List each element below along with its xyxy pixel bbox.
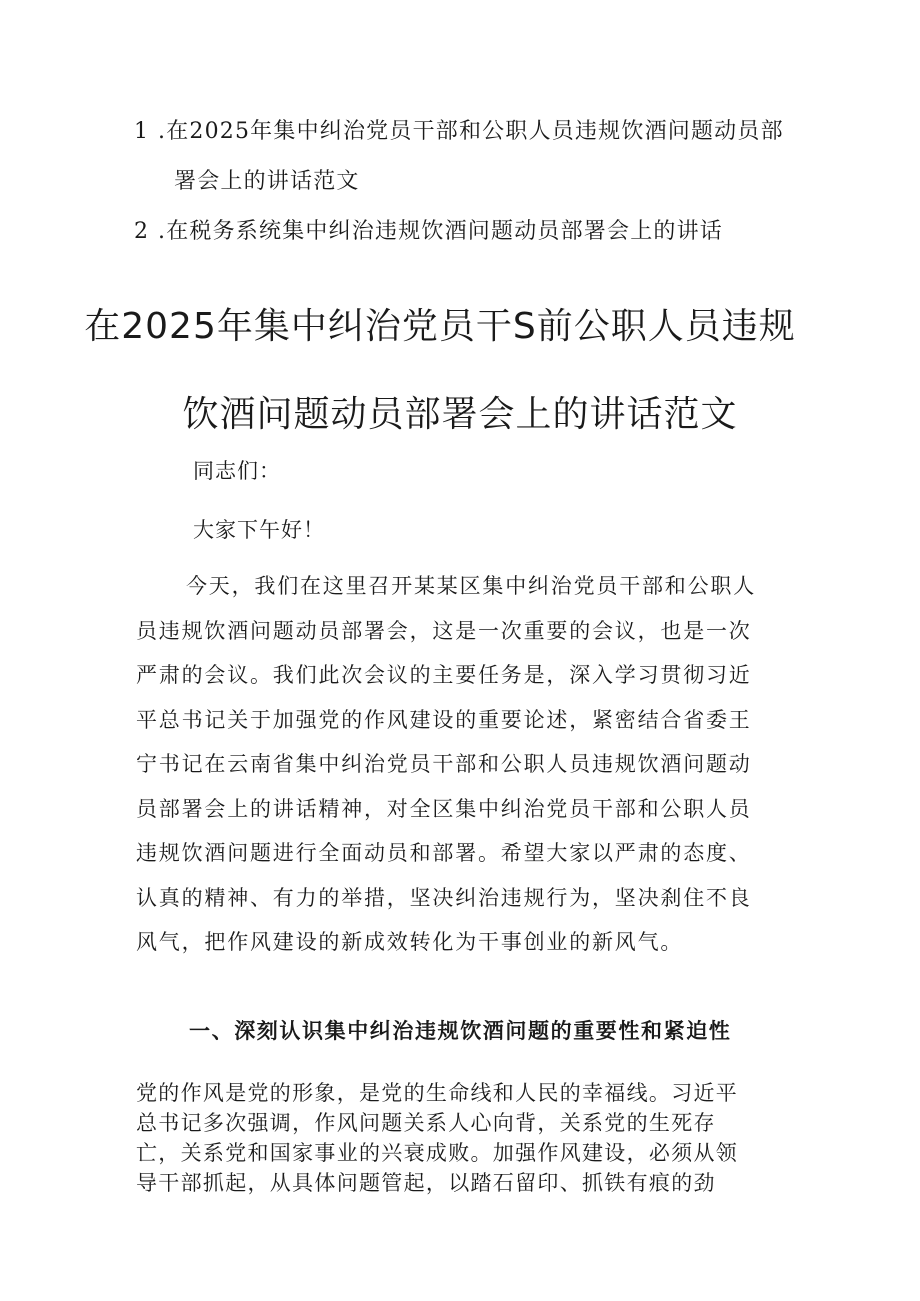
paragraph-line: 员违规饮酒问题动员部署会，这是一次重要的会议，也是一次 xyxy=(136,618,752,643)
toc-item-text: .在税务系统集中纠治违规饮酒问题动员部署会上的讲话 xyxy=(158,219,723,244)
document-title-line-1: 在2025年集中纠治党员干S前公职人员违规 xyxy=(84,306,796,347)
toc-item-2[interactable] xyxy=(134,218,794,246)
section-heading: 一、深刻认识集中纠治违规饮酒问题的重要性和紧迫性 xyxy=(189,1018,732,1043)
greeting: 大家下午好！ xyxy=(193,518,325,542)
intro-paragraph xyxy=(136,564,776,965)
toc-item-1[interactable] xyxy=(134,118,794,196)
table-of-contents xyxy=(134,118,794,268)
toc-item-number: 1 xyxy=(134,119,150,144)
paragraph-line: 认真的精神、有力的举措，坚决纠治违规行为，坚决刹住不良 xyxy=(136,885,752,910)
document-title-line-2: 饮酒问题动员部署会上的讲话范文 xyxy=(182,394,738,435)
salutation: 同志们： xyxy=(193,459,281,483)
paragraph-line: 导干部抓起，从具体问题管起，以踏石留印、抓铁有痕的劲 xyxy=(136,1171,716,1195)
paragraph-line: 违规饮酒问题进行全面动员和部署。希望大家以严肃的态度、 xyxy=(136,841,752,865)
toc-item-number: 2 xyxy=(134,219,150,244)
paragraph-line: 平总书记关于加强党的作风建设的重要论述，紧密结合省委王 xyxy=(136,707,752,732)
paragraph-line: 亡，关系党和国家事业的兴衰成败。加强作风建设，必须从领 xyxy=(136,1141,739,1165)
toc-item-text-continued: 署会上的讲话范文 xyxy=(174,169,360,194)
paragraph-line: 风气，把作风建设的新成效转化为干事创业的新风气。 xyxy=(136,930,684,954)
paragraph-line: 总书记多次强调，作风问题关系人心向背，关系党的生死存 xyxy=(136,1111,716,1135)
section-paragraph xyxy=(136,1078,776,1198)
paragraph-line: 今天，我们在这里召开某某区集中纠治党员干部和公职人 xyxy=(186,574,756,598)
paragraph-line: 党的作风是党的形象，是党的生命线和人民的幸福线。习近平 xyxy=(136,1081,739,1105)
paragraph-line: 宁书记在云南省集中纠治党员干部和公职人员违规饮酒问题动 xyxy=(136,752,752,776)
toc-item-text: .在2025年集中纠治党员干部和公职人员违规饮酒问题动员部 xyxy=(158,119,784,144)
paragraph-line: 员部署会上的讲话精神，对全区集中纠治党员干部和公职人员 xyxy=(136,796,752,821)
paragraph-line: 严肃的会议。我们此次会议的主要任务是，深入学习贯彻习近 xyxy=(136,663,752,687)
